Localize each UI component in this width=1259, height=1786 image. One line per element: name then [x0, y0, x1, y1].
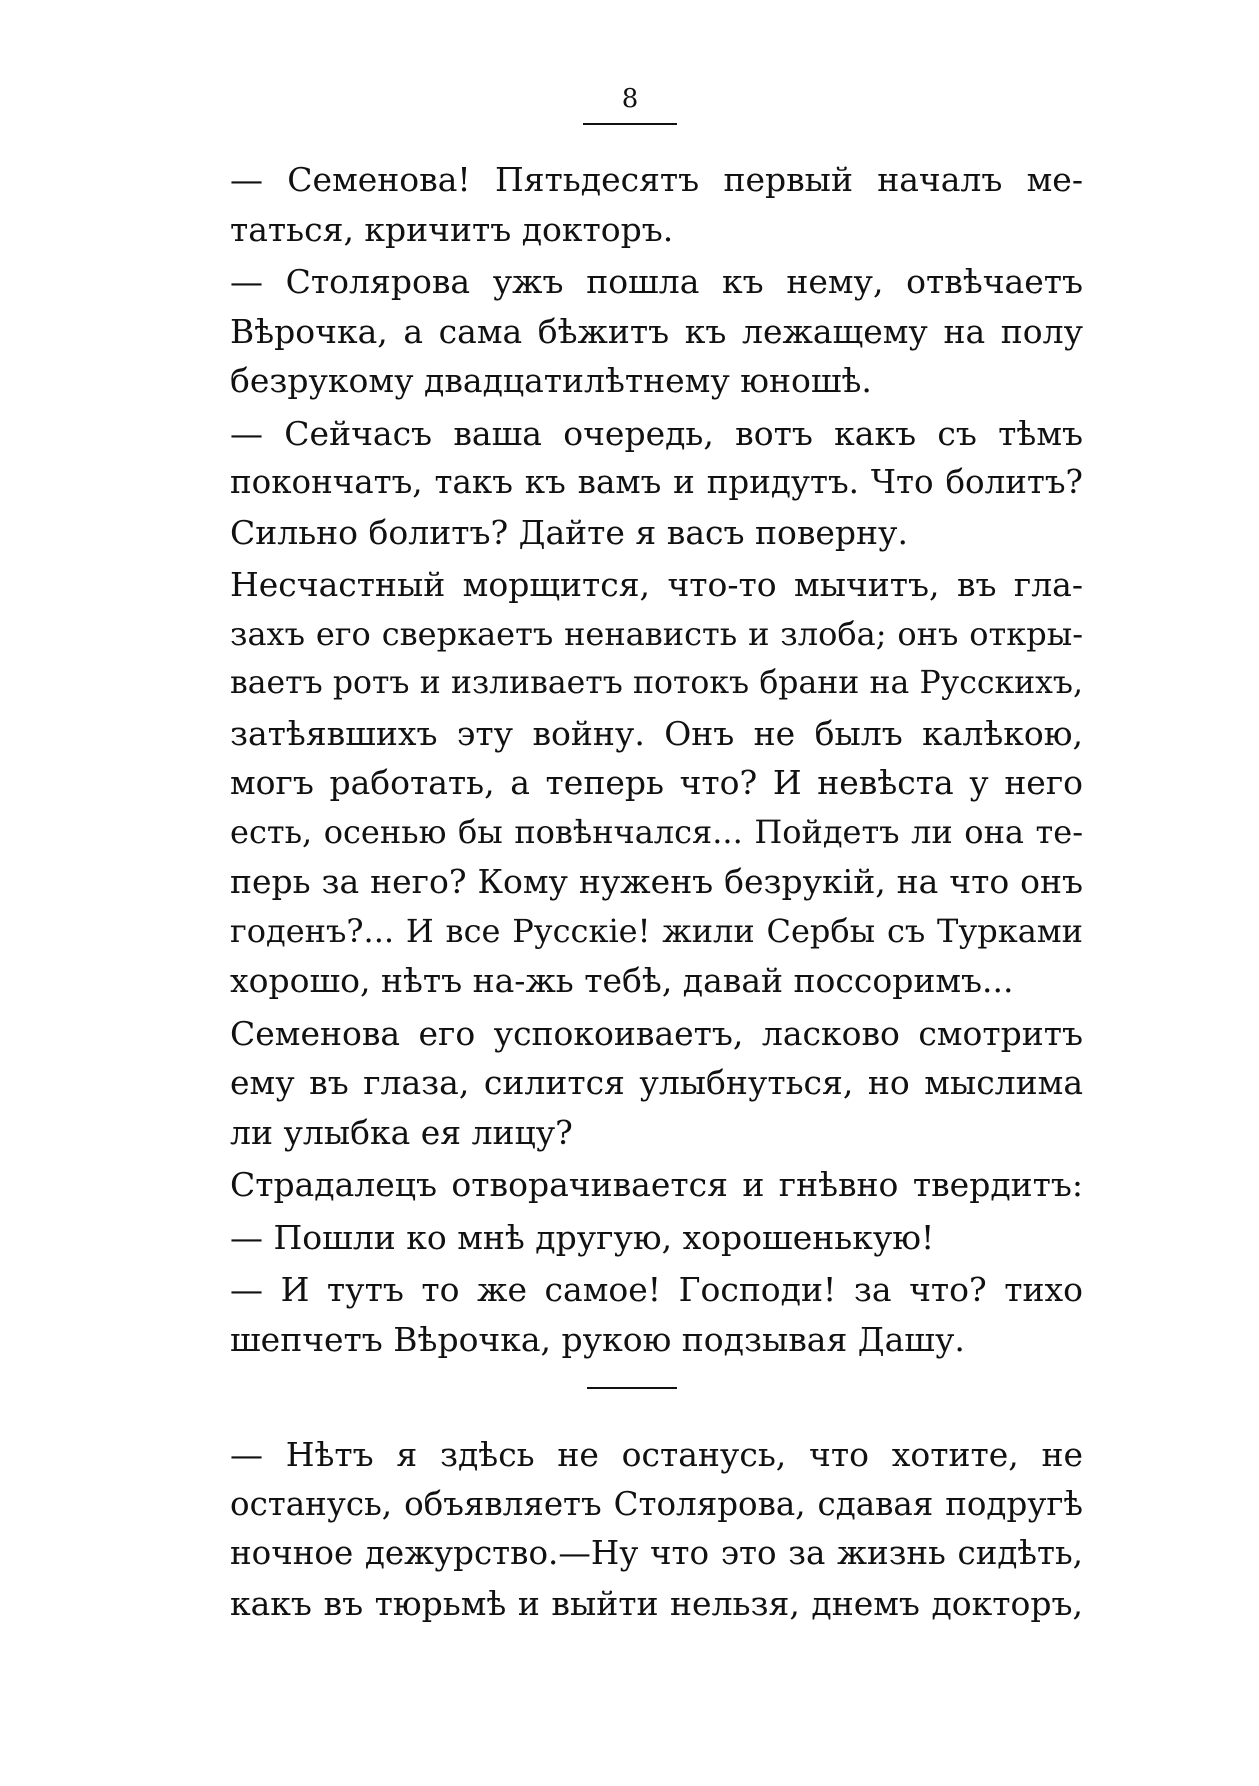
paragraph [190, 1160, 1083, 1210]
text-line: Семенова его успокоиваетъ, ласково смотритъ [230, 1013, 1083, 1053]
text-line: шепчетъ Вѣрочка, рукою подзывая Дашу. [230, 1319, 965, 1359]
paragraph [190, 1009, 1083, 1158]
paragraph [190, 1213, 1083, 1263]
text-line: покончатъ, такъ къ вамъ и придутъ. Что болитъ? [230, 463, 1083, 501]
text-line: хорошо, нѣтъ на-жь тебѣ, давай поссоримъ... [230, 961, 1014, 1000]
text-line: останусь, объявляетъ Столярова, сдавая подругѣ [230, 1484, 1083, 1523]
text-line: — И тутъ то же самое! Господи! за что? тихо [230, 1270, 1083, 1309]
text-line: — Пошли ко мнѣ другую, хорошенькую! [230, 1217, 935, 1257]
text-line: безрукому двадцатилѣтнему юношѣ. [230, 361, 872, 400]
text-line: — Сейчасъ ваша очередь, вотъ какъ съ тѣмъ [230, 413, 1083, 453]
text-line: ваетъ ротъ и изливаетъ потокъ брани на Русскихъ, [230, 665, 1083, 701]
text-line: — Семенова! Пятьдесятъ первый началъ ме- [230, 160, 1083, 199]
paragraph [190, 257, 1083, 406]
text-line: перь за него? Кому нуженъ безрукій, на что онъ [230, 862, 1083, 901]
text-line: Несчастный морщится, что-то мычитъ, въ гла- [230, 565, 1083, 604]
text-line: ночное дежурство.—Ну что это за жизнь сидѣть, [230, 1534, 1083, 1572]
page-number-rule [583, 123, 677, 125]
text-line: годенъ?... И все Русскіе! жили Сербы съ Турками [230, 911, 1083, 950]
paragraph [190, 155, 1083, 254]
text-line: ему въ глаза, силится улыбнуться, но мыслима [230, 1063, 1083, 1102]
text-block-bottom [190, 1430, 1083, 1631]
text-line: — Столярова ужъ пошла къ нему, отвѣчаетъ [230, 262, 1083, 301]
text-line: ли улыбка ея лицу? [230, 1112, 573, 1152]
text-line: затѣявшихъ эту войну. Онъ не былъ калѣкою, [230, 713, 1083, 753]
text-line: могъ работать, а теперь что? И невѣста у него [230, 763, 1083, 802]
text-line: есть, осенью бы повѣнчался... Пойдетъ ли она те- [230, 812, 1083, 851]
text-line: Сильно болитъ? Дайте я васъ поверну. [230, 512, 908, 552]
text-line: какъ въ тюрьмѣ и выйти нельзя, днемъ докторъ, [230, 1583, 1083, 1623]
text-line: — Нѣтъ я здѣсь не останусь, что хотите, не [230, 1435, 1083, 1474]
paragraph [190, 1430, 1083, 1628]
text-line: Страдалецъ отворачивается и гнѣвно твердитъ: [230, 1165, 1083, 1204]
text-line: таться, кричитъ докторъ. [230, 209, 674, 249]
section-divider [587, 1387, 677, 1389]
paragraph [190, 560, 1083, 1006]
text-line: Вѣрочка, а сама бѣжитъ къ лежащему на полу [230, 311, 1083, 351]
text-line: захъ его сверкаетъ ненависть и злоба; онъ откры- [230, 614, 1083, 653]
paragraph [190, 409, 1083, 558]
page-number: 8 [621, 84, 639, 114]
paragraph [190, 1265, 1083, 1364]
text-block-top [190, 155, 1083, 1367]
